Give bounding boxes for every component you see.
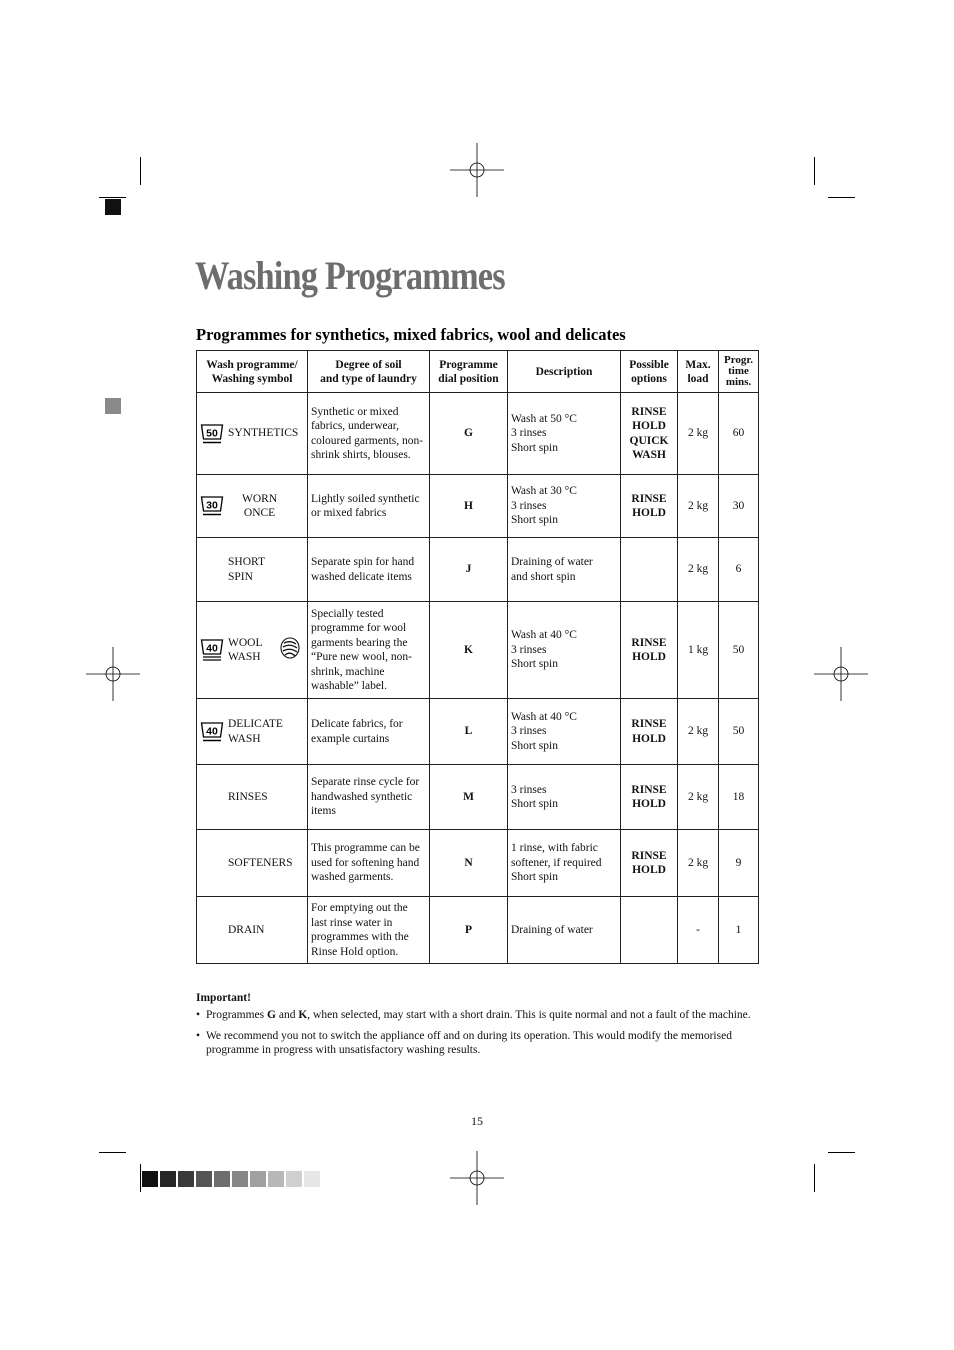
- crop-mark: [99, 197, 126, 198]
- description-cell: Draining of water and short spin: [508, 538, 621, 602]
- svg-text:40: 40: [206, 725, 218, 737]
- registration-mark-icon: [450, 1151, 504, 1205]
- registration-mark-icon: [86, 647, 140, 701]
- dial-position: M: [430, 765, 508, 830]
- dial-position: L: [430, 699, 508, 765]
- time-cell: 50: [719, 602, 759, 699]
- header-soil: Degree of soil and type of laundry: [308, 351, 430, 393]
- programme-cell: [197, 475, 308, 538]
- programme-cell: [197, 538, 308, 602]
- table-row: [197, 393, 759, 475]
- programme-cell: [197, 830, 308, 897]
- time-cell: 30: [719, 475, 759, 538]
- header-description: Description: [508, 351, 621, 393]
- description-cell: Wash at 40 °C 3 rinses Short spin: [508, 602, 621, 699]
- colour-swatch: [304, 1171, 320, 1187]
- dial-position: G: [430, 393, 508, 475]
- programme-name: RINSES: [228, 790, 268, 803]
- options-cell: RINSE HOLD: [621, 475, 678, 538]
- table-row: [197, 475, 759, 538]
- black-square-mark: [105, 199, 121, 215]
- options-cell: RINSE HOLD: [621, 830, 678, 897]
- header-load: Max. load: [678, 351, 719, 393]
- soil-cell: Separate spin for hand washed delicate items: [308, 538, 430, 602]
- wash-tub-bar-icon: [200, 721, 224, 743]
- load-cell: 2 kg: [678, 830, 719, 897]
- wash-tub-double-bar-icon: [200, 638, 224, 662]
- header-dial: Programme dial position: [430, 351, 508, 393]
- programme-cell: [197, 897, 308, 964]
- crop-mark: [828, 1152, 855, 1153]
- description-cell: 3 rinses Short spin: [508, 765, 621, 830]
- soil-cell: Specially tested programme for wool garments bearing the “Pure new wool, non-shrink, machine washable” label.: [308, 602, 430, 699]
- options-cell: RINSE HOLD: [621, 699, 678, 765]
- header-time: Progr. time mins.: [719, 351, 759, 393]
- programme-name: SHORT SPIN: [228, 556, 266, 583]
- header-options: Possible options: [621, 351, 678, 393]
- soil-cell: Delicate fabrics, for example curtains: [308, 699, 430, 765]
- important-heading: Important!: [196, 992, 251, 1004]
- colour-swatch: [196, 1171, 212, 1187]
- svg-text:40: 40: [206, 642, 218, 655]
- crop-mark: [814, 1164, 815, 1192]
- section-subtitle: Programmes for synthetics, mixed fabrics, wool and delicates: [196, 325, 626, 344]
- colour-swatch: [268, 1171, 284, 1187]
- registration-mark-icon: [450, 143, 504, 197]
- load-cell: 2 kg: [678, 699, 719, 765]
- crop-mark: [828, 197, 855, 198]
- load-cell: -: [678, 897, 719, 964]
- dial-position: J: [430, 538, 508, 602]
- load-cell: 2 kg: [678, 475, 719, 538]
- time-cell: 9: [719, 830, 759, 897]
- table-row: [197, 538, 759, 602]
- description-cell: Wash at 50 °C 3 rinses Short spin: [508, 393, 621, 475]
- soil-cell: Separate rinse cycle for handwashed synthetic items: [308, 765, 430, 830]
- note-item: • Programmes G and K, when selected, may start with a short drain. This is quite normal and not a fault of the machine.: [196, 1008, 756, 1022]
- table-row: [197, 830, 759, 897]
- options-cell: RINSE HOLD: [621, 765, 678, 830]
- grey-square-mark: [105, 398, 121, 414]
- dial-position: H: [430, 475, 508, 538]
- wash-tub-bar-icon: [200, 495, 224, 517]
- options-cell: RINSE HOLD QUICK WASH: [621, 393, 678, 475]
- woolmark-icon: [280, 637, 300, 664]
- svg-text:30: 30: [206, 499, 218, 512]
- options-cell: [621, 897, 678, 964]
- table-row: [197, 699, 759, 765]
- programme-name: DELICATE WASH: [228, 718, 283, 745]
- programme-cell: [197, 393, 308, 475]
- load-cell: 2 kg: [678, 538, 719, 602]
- colour-swatch: [250, 1171, 266, 1187]
- options-cell: [621, 538, 678, 602]
- load-cell: 1 kg: [678, 602, 719, 699]
- colour-swatch: [178, 1171, 194, 1187]
- header-programme: Wash programme/ Washing symbol: [197, 351, 308, 393]
- colour-swatch: [160, 1171, 176, 1187]
- registration-mark-icon: [814, 647, 868, 701]
- programme-cell: [197, 602, 308, 699]
- dial-position: K: [430, 602, 508, 699]
- crop-mark: [140, 1164, 141, 1192]
- programme-cell: [197, 765, 308, 830]
- programme-name: SYNTHETICS: [228, 427, 299, 440]
- description-cell: Wash at 40 °C 3 rinses Short spin: [508, 699, 621, 765]
- dial-position: N: [430, 830, 508, 897]
- time-cell: 6: [719, 538, 759, 602]
- note-item: • We recommend you not to switch the appliance off and on during its operation. This would modify the memorised programme in progress with unsatisfactory washing results.: [196, 1029, 756, 1057]
- page-title: Washing Programmes: [195, 253, 505, 298]
- page-number: 15: [471, 1114, 483, 1128]
- svg-text:50: 50: [206, 427, 218, 439]
- description-cell: Wash at 30 °C 3 rinses Short spin: [508, 475, 621, 538]
- soil-cell: Synthetic or mixed fabrics, underwear, coloured garments, non-shrink shirts, blouses.: [308, 393, 430, 475]
- table-row: [197, 602, 759, 699]
- table-row: [197, 765, 759, 830]
- programme-name: WOOL WASH: [228, 636, 263, 663]
- options-cell: RINSE HOLD: [621, 602, 678, 699]
- colour-swatch: [142, 1171, 158, 1187]
- load-cell: 2 kg: [678, 393, 719, 475]
- dial-position: P: [430, 897, 508, 964]
- soil-cell: Lightly soiled synthetic or mixed fabrics: [308, 475, 430, 538]
- time-cell: 18: [719, 765, 759, 830]
- crop-mark: [99, 1152, 126, 1153]
- description-cell: 1 rinse, with fabric softener, if required Short spin: [508, 830, 621, 897]
- colour-swatch: [232, 1171, 248, 1187]
- description-cell: Draining of water: [508, 897, 621, 964]
- crop-mark: [814, 157, 815, 185]
- colour-swatch: [214, 1171, 230, 1187]
- colour-swatch: [286, 1171, 302, 1187]
- time-cell: 50: [719, 699, 759, 765]
- time-cell: 60: [719, 393, 759, 475]
- programme-cell: [197, 699, 308, 765]
- programme-name: DRAIN: [228, 923, 265, 936]
- load-cell: 2 kg: [678, 765, 719, 830]
- programmes-table: [196, 350, 759, 964]
- table-row: [197, 897, 759, 964]
- soil-cell: This programme can be used for softening hand washed garments.: [308, 830, 430, 897]
- important-notes: [196, 991, 756, 1064]
- crop-mark: [140, 157, 141, 185]
- wash-tub-bar-icon: [200, 423, 224, 445]
- soil-cell: For emptying out the last rinse water in programmes with the Rinse Hold option.: [308, 897, 430, 964]
- programme-name: SOFTENERS: [228, 856, 293, 869]
- colour-calibration-bar: [142, 1171, 322, 1187]
- table-header-row: [197, 351, 759, 393]
- programme-name: WORN ONCE: [242, 492, 278, 519]
- time-cell: 1: [719, 897, 759, 964]
